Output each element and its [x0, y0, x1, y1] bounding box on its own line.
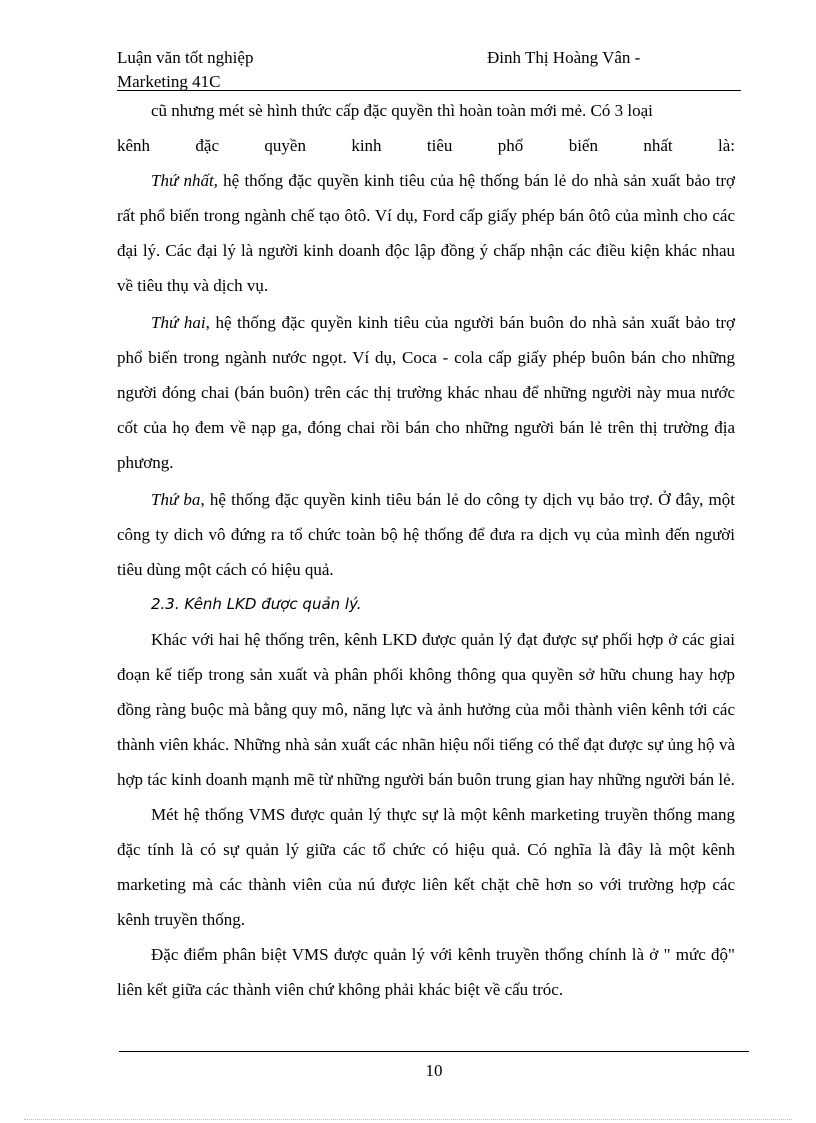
- paragraph-intro-spread-line: kênh đặc quyền kinh tiêu phổ biến nhất là:: [117, 136, 735, 155]
- paragraph-managed-channel: Khác với hai hệ thống trên, kênh LKD được quản lý đạt được sự phối hợp ở các giai đoạn kế tiếp trong sản xuất và phân phối không thông qua quyền sở hữu chung hay hợp đồng ràng buộc mà bằng quy mô, năng lực và ảnh hưởng của mỗi thành viên kênh tới các thành viên khác. Những nhà sản xuất các nhãn hiệu nổi tiếng có thể đạt được sự ủng hộ và hợp tác kinh doanh mạnh mẽ từ những người bán buôn trung gian hay những người bán lẻ.: [117, 630, 735, 789]
- paragraph-third-system: [117, 482, 735, 587]
- paragraph-vms-definition: Mét hệ thống VMS được quản lý thực sự là một kênh marketing truyền thống mang đặc tính là có sự quản lý giữa các tổ chức có hiệu quả. Có nghĩa là đây là một kênh marketing mà các thành viên của nú được liên kết chặt chẽ hơn so với trường hợp các kênh truyền thống.: [117, 805, 735, 929]
- header-divider: [117, 90, 741, 91]
- page-number: 10: [425, 1061, 443, 1080]
- paragraph-third-text: , hệ thống đặc quyền kinh tiêu bán lẻ do công ty dịch vụ bảo trợ. Ở đây, một công ty dich vô đứng ra tổ chức toàn bộ hệ thống để đưa ra dịch vụ của mình đến người tiêu dùng một cách có hiệu quả.: [117, 490, 735, 579]
- running-header-left: [117, 46, 253, 94]
- paragraph-first-system: [117, 163, 735, 303]
- header-department-label: Marketing 41C: [117, 72, 221, 91]
- section-heading: 2.3. Kênh LKD được quản lý.: [151, 595, 362, 613]
- header-author-name: Đinh Thị Hoàng Vân -: [487, 48, 641, 67]
- page-bottom-dotted-edge: [24, 1119, 792, 1120]
- paragraph-second-system: [117, 305, 735, 480]
- paragraph-vms-difference: Đặc điểm phân biệt VMS được quản lý với kênh truyền thống chính là ở " mức độ" liên kết giữa các thành viên chứ không phải khác biệt về cấu tróc.: [117, 945, 735, 999]
- page-body: [117, 93, 735, 1007]
- paragraph-intro-line: cũ nhưng mét sè hình thức cấp đặc quyền thì hoàn toàn mới mẻ. Có 3 loại: [151, 101, 653, 120]
- paragraph-second-text: , hệ thống đặc quyền kinh tiêu của người bán buôn do nhà sản xuất bảo trợ phổ biến trong ngành nước ngọt. Ví dụ, Coca - cola cấp giấy phép buôn bán cho những người đóng chai (bán buôn) trên các thị trường khác nhau để những người này mua nước cốt của họ đem về nạp ga, đóng chai rồi bán cho những người bán lẻ trên thị trường địa phương.: [117, 313, 736, 472]
- footer-divider: [119, 1051, 749, 1052]
- lead-third: Thứ ba: [151, 490, 201, 509]
- lead-first: Thứ nhất,: [151, 171, 218, 190]
- header-thesis-label: Luận văn tốt nghiệp: [117, 48, 254, 67]
- lead-second: Thứ hai: [151, 313, 206, 332]
- paragraph-first-text: hệ thống đặc quyền kinh tiêu của hệ thống bán lẻ do nhà sản xuất bảo trợ rất phổ biến trong ngành chế tạo ôtô. Ví dụ, Ford cấp giấy phép bán ôtô của mình cho các đại lý. Các đại lý là người kinh doanh độc lập đồng ý chấp nhận các điều kiện khác nhau về tiêu thụ và dịch vụ.: [117, 171, 736, 295]
